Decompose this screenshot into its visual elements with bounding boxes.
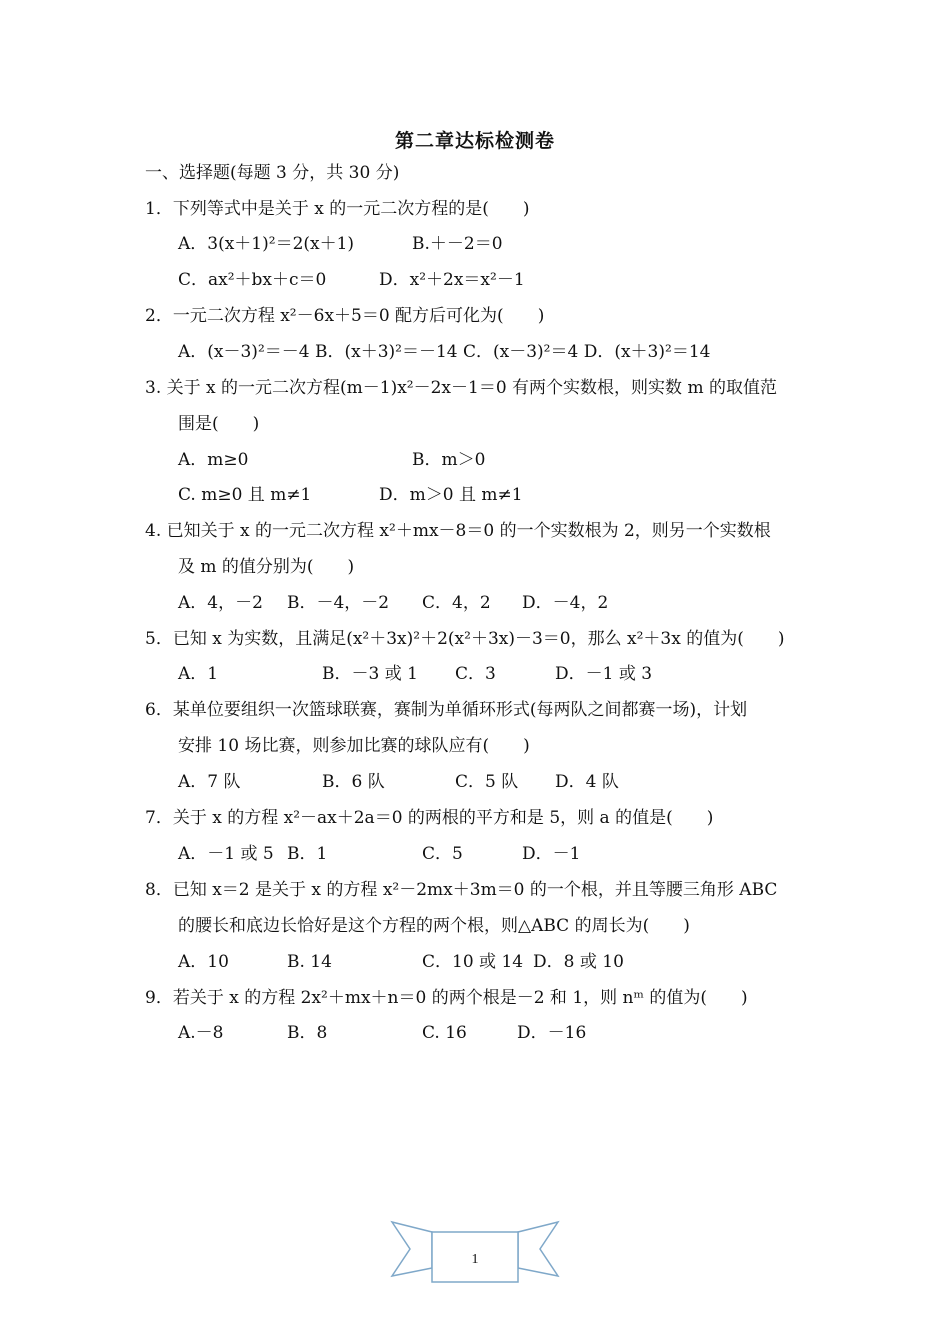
question-1-stem: 1．下列等式中是关于 x 的一元二次方程的是( ) <box>145 199 530 219</box>
q4-option-b: B．－4，－2 <box>287 593 390 613</box>
question-8-stem: 8．已知 x＝2 是关于 x 的方程 x²－2mx＋3m＝0 的一个根，并且等腰三角形 ABC <box>145 880 778 900</box>
section-heading: 一、选择题(每题 3 分，共 30 分) <box>145 163 400 183</box>
q3-option-d: D．m＞0 且 m≠1 <box>379 485 523 505</box>
question-6-options <box>178 770 619 794</box>
page-number: 1 <box>471 1252 479 1267</box>
question-4-continuation: 及 m 的值分别为( ) <box>178 557 355 577</box>
q6-option-a: A．7 队 <box>178 772 241 792</box>
q6-option-d: D．4 队 <box>555 772 619 792</box>
question-8-continuation: 的腰长和底边长恰好是这个方程的两个根，则△ABC 的周长为( ) <box>178 916 690 936</box>
q9-option-c: C. 16 <box>422 1023 467 1043</box>
q5-option-a: A．1 <box>178 664 219 684</box>
question-3-stem: 3. 关于 x 的一元二次方程(m－1)x²－2x－1＝0 有两个实数根，则实数 m 的取值范 <box>145 378 777 398</box>
q5-option-c: C．3 <box>455 664 496 684</box>
question-4-stem: 4. 已知关于 x 的一元二次方程 x²＋mx－8＝0 的一个实数根为 2，则另一个实数根 <box>145 521 771 541</box>
q3-option-b: B．m＞0 <box>412 450 486 470</box>
question-3-continuation: 围是( ) <box>178 414 260 434</box>
question-2-stem: 2．一元二次方程 x²－6x＋5＝0 配方后可化为( ) <box>145 306 545 326</box>
question-8-options <box>178 950 624 974</box>
q8-option-a: A．10 <box>178 952 229 972</box>
question-1-options-row2 <box>178 268 525 292</box>
q4-option-d: D．－4，2 <box>522 593 609 613</box>
question-7-options <box>178 842 580 866</box>
q1-option-a: A．3(x＋1)²＝2(x＋1) <box>178 234 355 254</box>
page-number-ribbon <box>390 1218 560 1288</box>
question-9-options <box>178 1021 586 1045</box>
q5-option-d: D．－1 或 3 <box>555 664 653 684</box>
question-4-options <box>178 591 608 615</box>
question-7-stem: 7．关于 x 的方程 x²－ax＋2a＝0 的两根的平方和是 5，则 a 的值是( ) <box>145 808 714 828</box>
question-1-options-row1 <box>178 232 503 256</box>
q7-option-a: A．－1 或 5 <box>178 844 274 864</box>
q1-option-d: D．x²＋2x＝x²－1 <box>379 270 525 290</box>
q7-option-d: D．－1 <box>522 844 581 864</box>
page-title: 第二章达标检测卷 <box>394 130 555 152</box>
q8-option-d: D．8 或 10 <box>533 952 624 972</box>
q3-option-a: A．m≥0 <box>178 450 249 470</box>
question-3-options-row2 <box>178 483 523 507</box>
q6-option-b: B．6 队 <box>322 772 385 792</box>
q6-option-c: C．5 队 <box>455 772 519 792</box>
question-6-continuation: 安排 10 场比赛，则参加比赛的球队应有( ) <box>178 736 530 756</box>
q7-option-b: B．1 <box>287 844 328 864</box>
q3-option-c: C. m≥0 且 m≠1 <box>178 485 312 505</box>
question-2-options: A．(x－3)²＝－4 B．(x＋3)²＝－14 C．(x－3)²＝4 D．(x＋3)²＝14 <box>178 342 711 362</box>
q4-option-c: C．4，2 <box>422 593 491 613</box>
question-6-stem: 6．某单位要组织一次篮球联赛，赛制为单循环形式(每两队之间都赛一场)，计划 <box>145 700 748 720</box>
question-5-stem: 5．已知 x 为实数，且满足(x²＋3x)²＋2(x²＋3x)－3＝0，那么 x²＋3x 的值为( ) <box>145 629 785 649</box>
q1-option-c: C．ax²＋bx＋c＝0 <box>178 270 327 290</box>
q9-option-a: A.－8 <box>178 1023 224 1043</box>
question-9-stem: 9．若关于 x 的方程 2x²＋mx＋n＝0 的两个根是－2 和 1，则 nᵐ 的值为( ) <box>145 988 748 1008</box>
q5-option-b: B．－3 或 1 <box>322 664 418 684</box>
q1-option-b: B.＋－2＝0 <box>412 234 503 254</box>
q8-option-c: C．10 或 14 <box>422 952 524 972</box>
q7-option-c: C．5 <box>422 844 463 864</box>
q8-option-b: B. 14 <box>287 952 332 972</box>
q4-option-a: A．4，－2 <box>178 593 263 613</box>
question-3-options-row1 <box>178 448 485 472</box>
q9-option-d: D．－16 <box>517 1023 587 1043</box>
question-5-options <box>178 662 652 686</box>
q9-option-b: B．8 <box>287 1023 328 1043</box>
